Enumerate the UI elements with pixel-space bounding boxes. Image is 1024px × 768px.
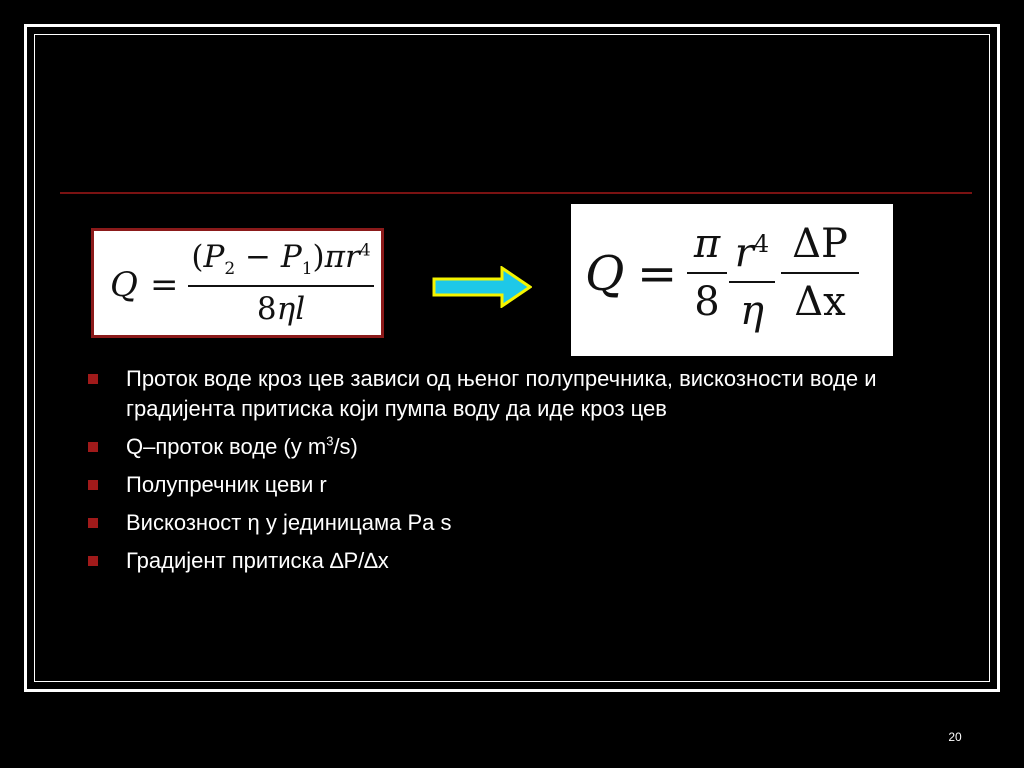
square-bullet-icon <box>88 556 98 566</box>
bullet-list <box>88 364 938 584</box>
frac2-bar <box>729 281 775 283</box>
bullet-text-flow-description: Проток воде кроз цев зависи од њеног полупречника, вискозности воде и градијента притиска који пумпа воду да иде кроз цев <box>126 366 877 421</box>
bullet-text-pressure-gradient: Градијент притиска ∆P/∆x <box>126 548 389 573</box>
list-item <box>88 546 938 576</box>
frac2-numerator <box>729 220 775 277</box>
page-number: 20 <box>948 730 962 744</box>
bullet-text-q-definition: Q–проток воде (у m <box>126 434 327 459</box>
formula-left-denominator <box>186 291 376 327</box>
frac1-bar <box>687 272 727 274</box>
frac1-denominator: 8 <box>694 279 720 325</box>
frac3-denominator: Δx <box>794 279 846 325</box>
pressure-p2: P <box>203 239 225 275</box>
p2-subscript: 2 <box>224 259 236 280</box>
frac2-r: r <box>734 230 754 277</box>
square-bullet-icon <box>88 518 98 528</box>
formula-left-numerator <box>186 239 376 279</box>
frac1-numerator: π <box>693 221 721 267</box>
paren-open: ( <box>191 239 204 275</box>
list-item <box>88 470 938 500</box>
paren-close: ) <box>312 239 325 275</box>
list-item <box>88 508 938 538</box>
pi-symbol: π <box>324 239 345 275</box>
title-divider <box>60 192 972 194</box>
frac3-bar <box>781 272 859 274</box>
formula-left-lhs: Q <box>110 265 138 305</box>
p1-subscript: 1 <box>301 259 313 280</box>
square-bullet-icon <box>88 374 98 384</box>
list-item <box>88 364 938 424</box>
radius-r: r <box>345 239 360 275</box>
bullet-text-viscosity: Вискозност η у јединицама Pa s <box>126 510 452 535</box>
denominator-8: 8 <box>256 291 277 327</box>
formula-poiseuille-right <box>571 204 893 356</box>
pressure-p1: P <box>280 239 302 275</box>
square-bullet-icon <box>88 442 98 452</box>
list-item <box>88 432 938 462</box>
frac2-denominator: η <box>740 288 764 335</box>
formula-poiseuille-left <box>91 228 384 338</box>
bullet-text-q-units: /s) <box>333 434 358 459</box>
formula-right-equals: = <box>637 246 678 302</box>
frac3-numerator: ΔP <box>792 221 848 267</box>
frac2-exponent: 4 <box>753 230 770 258</box>
length-l: l <box>295 291 306 327</box>
eta-symbol: η <box>276 291 296 327</box>
formula-right-lhs: Q <box>585 246 625 302</box>
cubic-exponent: 3 <box>326 433 334 449</box>
r-exponent: 4 <box>359 240 371 261</box>
slide-frame-inner <box>34 34 990 682</box>
fraction-dp-over-dx <box>781 220 859 326</box>
fraction-r4-over-eta <box>729 220 775 335</box>
square-bullet-icon <box>88 480 98 490</box>
bullet-text-radius: Полупречник цеви r <box>126 472 327 497</box>
formula-left-equals: = <box>150 265 179 305</box>
right-arrow-icon <box>432 266 532 308</box>
fraction-pi-over-8 <box>687 220 727 326</box>
formula-left-fraction-bar <box>188 285 374 287</box>
minus-sign: − <box>235 239 281 275</box>
